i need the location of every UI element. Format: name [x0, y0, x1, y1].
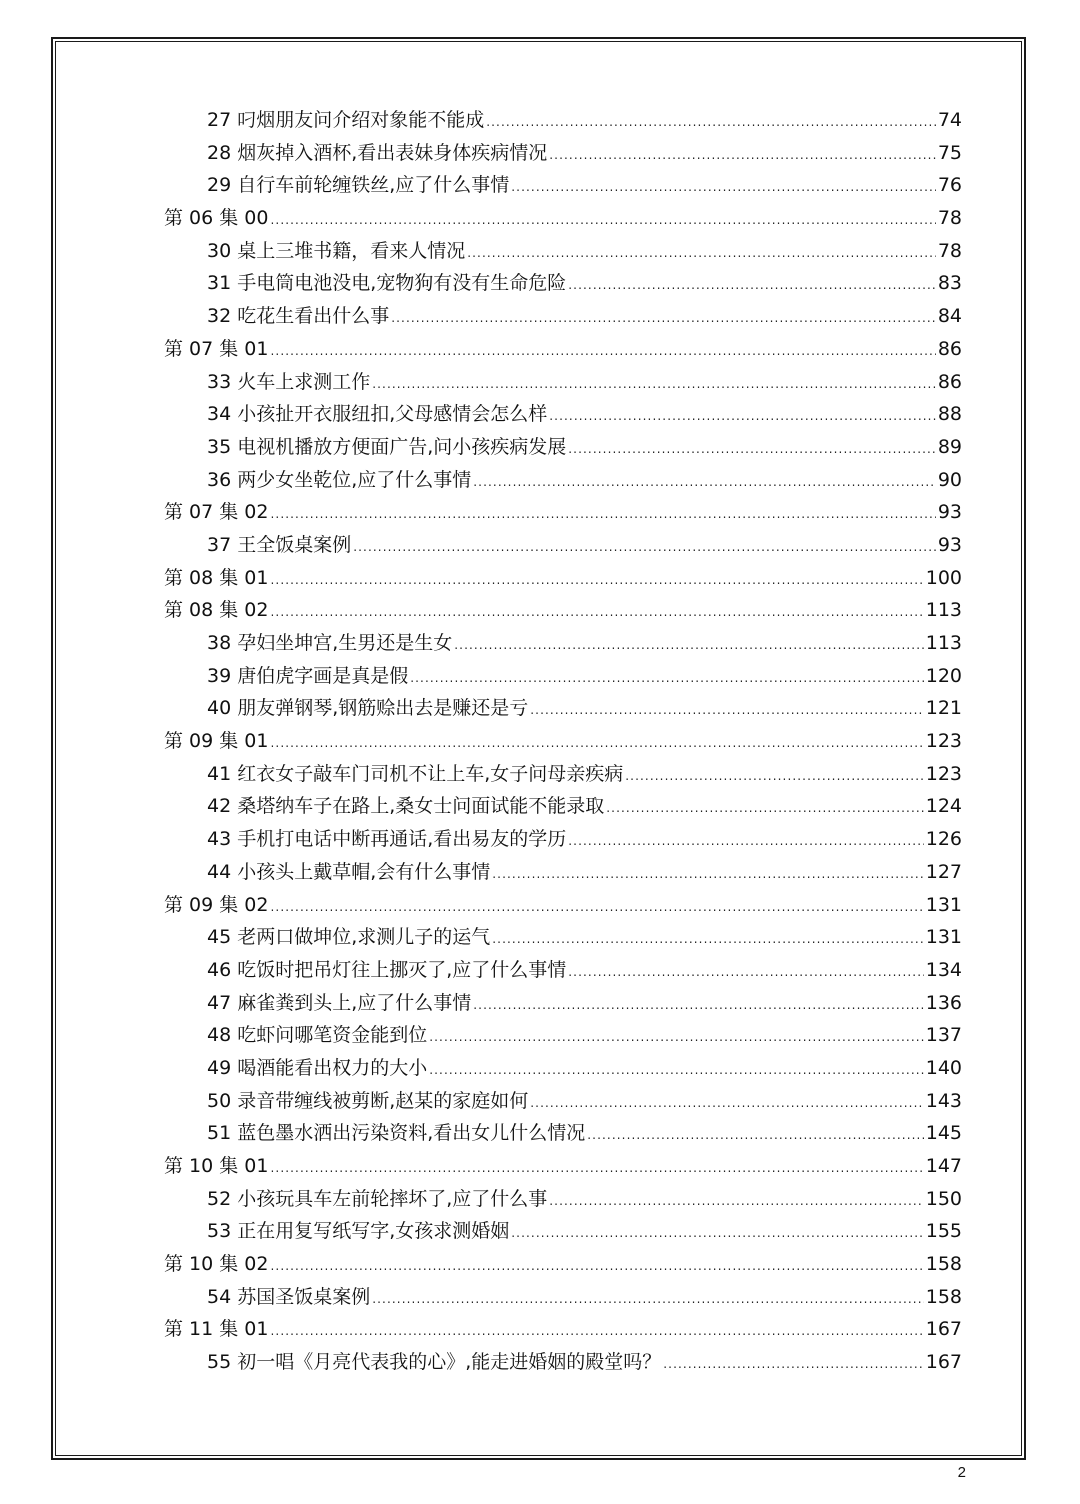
toc-entry-page: 123	[925, 730, 962, 753]
toc-entry-title: 53 正在用复写纸写字,女孩求测婚姻	[207, 1220, 510, 1243]
toc-dot-leader	[606, 790, 923, 825]
toc-dot-leader	[270, 1248, 923, 1283]
toc-dot-leader	[353, 529, 936, 564]
toc-episode-entry[interactable]	[164, 496, 962, 529]
toc-dot-leader	[492, 856, 923, 891]
toc-entry-page: 155	[925, 1220, 962, 1243]
toc-entry-title: 第 09 集 01	[164, 730, 269, 753]
toc-entry-title: 35 电视机播放方便面广告,问小孩疾病发展	[207, 435, 567, 458]
toc-entry-title: 33 火车上求测工作	[207, 370, 371, 393]
toc-entry-title: 30 桌上三堆书籍，看来人情况	[207, 239, 466, 262]
toc-dot-leader	[270, 1313, 923, 1348]
table-of-contents	[164, 104, 962, 1379]
toc-episode-entry[interactable]	[164, 333, 962, 366]
toc-case-entry[interactable]	[164, 267, 962, 300]
toc-dot-leader	[429, 1019, 924, 1054]
toc-entry-page: 120	[925, 664, 962, 687]
toc-dot-leader	[270, 333, 935, 368]
toc-entry-title: 41 红衣女子敲车门司机不让上车,女子问母亲疾病	[207, 762, 624, 785]
toc-case-entry[interactable]	[164, 137, 962, 170]
toc-entry-page: 113	[925, 632, 962, 654]
toc-case-entry[interactable]	[164, 758, 962, 791]
toc-case-entry[interactable]	[164, 921, 962, 954]
toc-entry-title: 第 10 集 01	[164, 1155, 269, 1177]
toc-case-entry[interactable]	[164, 169, 962, 202]
toc-dot-leader	[473, 464, 936, 499]
toc-entry-page: 167	[925, 1318, 962, 1341]
toc-entry-title: 52 小孩玩具车左前轮摔坏了,应了什么事	[207, 1187, 548, 1210]
toc-dot-leader	[467, 235, 936, 270]
toc-entry-title: 39 唐伯虎字画是真是假	[207, 664, 409, 687]
toc-entry-page: 93	[937, 533, 962, 556]
toc-entry-title: 36 两少女坐乾位,应了什么事情	[207, 468, 472, 491]
toc-case-entry[interactable]	[164, 464, 962, 497]
toc-dot-leader	[492, 921, 923, 956]
toc-dot-leader	[270, 202, 935, 237]
toc-entry-title: 50 录音带缠线被剪断,赵某的家庭如何	[207, 1089, 529, 1112]
toc-entry-page: 83	[937, 272, 962, 295]
toc-entry-title: 43 手机打电话中断再通话,看出易友的学历	[207, 828, 567, 851]
toc-dot-leader	[549, 398, 936, 433]
toc-dot-leader	[270, 1150, 923, 1185]
toc-entry-page: 140	[925, 1056, 962, 1079]
toc-entry-page: 86	[937, 370, 962, 393]
toc-entry-title: 第 11 集 01	[164, 1318, 269, 1341]
toc-entry-title: 40 朋友弹钢琴,钢筋赊出去是赚还是亏	[207, 697, 529, 720]
toc-entry-title: 第 09 集 02	[164, 893, 269, 916]
toc-case-entry[interactable]	[164, 1085, 962, 1118]
toc-case-entry[interactable]	[164, 300, 962, 333]
toc-dot-leader	[473, 987, 923, 1022]
toc-dot-leader	[372, 1281, 924, 1316]
toc-dot-leader	[429, 1052, 924, 1087]
toc-dot-leader	[549, 1183, 923, 1218]
toc-entry-title: 45 老两口做坤位,求测儿子的运气	[207, 926, 491, 949]
toc-case-entry[interactable]	[164, 692, 962, 725]
toc-entry-title: 第 10 集 02	[164, 1253, 269, 1276]
toc-case-entry[interactable]	[164, 1281, 962, 1314]
toc-dot-leader	[511, 1215, 923, 1250]
toc-entry-title: 32 吃花生看出什么事	[207, 305, 390, 328]
toc-entry-page: 131	[925, 893, 962, 916]
toc-entry-page: 90	[937, 468, 962, 491]
toc-entry-title: 42 桑塔纳车子在路上,桑女士问面试能不能录取	[207, 795, 605, 818]
toc-case-entry[interactable]	[164, 987, 962, 1020]
toc-entry-title: 第 07 集 01	[164, 337, 269, 360]
page-number: 2	[957, 1464, 966, 1481]
toc-case-entry[interactable]	[164, 1346, 962, 1379]
toc-case-entry[interactable]	[164, 366, 962, 399]
toc-entry-page: 137	[925, 1024, 962, 1047]
toc-episode-entry[interactable]	[164, 889, 962, 922]
toc-dot-leader	[568, 267, 936, 302]
toc-dot-leader	[625, 758, 923, 793]
toc-entry-page: 123	[925, 762, 962, 785]
toc-entry-page: 126	[925, 828, 962, 851]
toc-episode-entry[interactable]	[164, 725, 962, 758]
toc-dot-leader	[530, 1085, 923, 1120]
toc-entry-title: 47 麻雀粪到头上,应了什么事情	[207, 991, 472, 1014]
toc-dot-leader	[549, 137, 936, 172]
toc-dot-leader	[568, 823, 923, 858]
toc-entry-page: 75	[937, 141, 962, 164]
toc-entry-page: 88	[937, 403, 962, 426]
toc-entry-title: 31 手电筒电池没电,宠物狗有没有生命危险	[207, 272, 567, 295]
toc-dot-leader	[587, 1117, 923, 1152]
toc-case-entry[interactable]	[164, 790, 962, 823]
toc-case-entry[interactable]	[164, 660, 962, 693]
toc-case-entry[interactable]	[164, 1215, 962, 1248]
toc-dot-leader	[568, 431, 936, 466]
toc-case-entry[interactable]	[164, 954, 962, 987]
toc-episode-entry[interactable]	[164, 202, 962, 235]
toc-dot-leader	[511, 169, 936, 204]
toc-case-entry[interactable]	[164, 1117, 962, 1150]
toc-entry-title: 46 吃饭时把吊灯往上挪灭了,应了什么事情	[207, 958, 567, 981]
toc-entry-page: 158	[925, 1285, 962, 1308]
toc-dot-leader	[372, 366, 936, 401]
toc-episode-entry[interactable]	[164, 594, 962, 627]
toc-entry-page: 86	[937, 337, 962, 360]
toc-dot-leader	[410, 660, 924, 695]
toc-entry-page: 134	[925, 958, 962, 981]
toc-entry-page: 143	[925, 1089, 962, 1112]
toc-case-entry[interactable]	[164, 529, 962, 562]
toc-entry-title: 54 苏国圣饭桌案例	[207, 1285, 371, 1308]
toc-entry-page: 121	[925, 697, 962, 720]
toc-entry-page: 76	[937, 174, 962, 197]
toc-entry-page: 124	[925, 795, 962, 818]
toc-entry-title: 第 08 集 02	[164, 599, 269, 622]
toc-entry-title: 51 蓝色墨水洒出污染资料,看出女儿什么情况	[207, 1122, 586, 1145]
toc-dot-leader	[530, 692, 923, 727]
toc-episode-entry[interactable]	[164, 562, 962, 595]
toc-episode-entry[interactable]	[164, 1313, 962, 1346]
toc-entry-title: 48 吃虾问哪笔资金能到位	[207, 1024, 428, 1047]
toc-episode-entry[interactable]	[164, 1150, 962, 1183]
toc-entry-title: 29 自行车前轮缠铁丝,应了什么事情	[207, 174, 510, 197]
toc-case-entry[interactable]	[164, 823, 962, 856]
toc-dot-leader	[391, 300, 936, 335]
toc-entry-title: 第 06 集 00	[164, 207, 269, 230]
toc-dot-leader	[663, 1346, 923, 1381]
toc-case-entry[interactable]	[164, 235, 962, 268]
toc-dot-leader	[270, 496, 935, 531]
toc-entry-page: 167	[925, 1351, 962, 1374]
toc-entry-page: 136	[925, 991, 962, 1014]
toc-entry-page: 131	[925, 926, 962, 949]
toc-case-entry[interactable]	[164, 856, 962, 889]
toc-entry-title: 49 喝酒能看出权力的大小	[207, 1056, 428, 1079]
toc-dot-leader	[270, 889, 923, 924]
toc-dot-leader	[568, 954, 923, 989]
toc-case-entry[interactable]	[164, 398, 962, 431]
toc-entry-title: 37 王全饭桌案例	[207, 533, 352, 556]
toc-dot-leader	[270, 562, 923, 597]
toc-entry-page: 127	[925, 860, 962, 883]
toc-entry-page: 145	[925, 1122, 962, 1145]
toc-entry-title: 38 孕妇坐坤宫,生男还是生女	[207, 632, 453, 654]
toc-case-entry[interactable]	[164, 627, 962, 660]
toc-entry-title: 27 叼烟朋友问介绍对象能不能成	[207, 109, 485, 131]
toc-entry-title: 55 初一唱《月亮代表我的心》,能走进婚姻的殿堂吗？	[207, 1351, 662, 1374]
toc-entry-page: 150	[925, 1187, 962, 1210]
toc-entry-page: 100	[925, 566, 962, 589]
toc-entry-page: 147	[925, 1155, 962, 1177]
toc-entry-page: 93	[937, 501, 962, 524]
toc-dot-leader	[270, 594, 923, 629]
toc-entry-page: 84	[937, 305, 962, 328]
toc-case-entry[interactable]	[164, 431, 962, 464]
toc-entry-page: 74	[937, 109, 962, 131]
toc-entry-page: 113	[925, 599, 962, 622]
toc-case-entry[interactable]	[164, 1019, 962, 1052]
toc-entry-title: 34 小孩扯开衣服纽扣,父母感情会怎么样	[207, 403, 548, 426]
toc-case-entry[interactable]	[164, 1183, 962, 1216]
toc-dot-leader	[486, 104, 936, 139]
toc-entry-page: 78	[937, 239, 962, 262]
toc-episode-entry[interactable]	[164, 1248, 962, 1281]
toc-entry-title: 44 小孩头上戴草帽,会有什么事情	[207, 860, 491, 883]
toc-entry-page: 158	[925, 1253, 962, 1276]
toc-entry-title: 28 烟灰掉入酒杯,看出表妹身体疾病情况	[207, 141, 548, 164]
toc-entry-page: 89	[937, 435, 962, 458]
toc-case-entry[interactable]	[164, 104, 962, 137]
toc-entry-title: 第 08 集 01	[164, 566, 269, 589]
toc-dot-leader	[454, 627, 923, 662]
toc-dot-leader	[270, 725, 923, 760]
toc-entry-page: 78	[937, 207, 962, 230]
toc-case-entry[interactable]	[164, 1052, 962, 1085]
toc-entry-title: 第 07 集 02	[164, 501, 269, 524]
